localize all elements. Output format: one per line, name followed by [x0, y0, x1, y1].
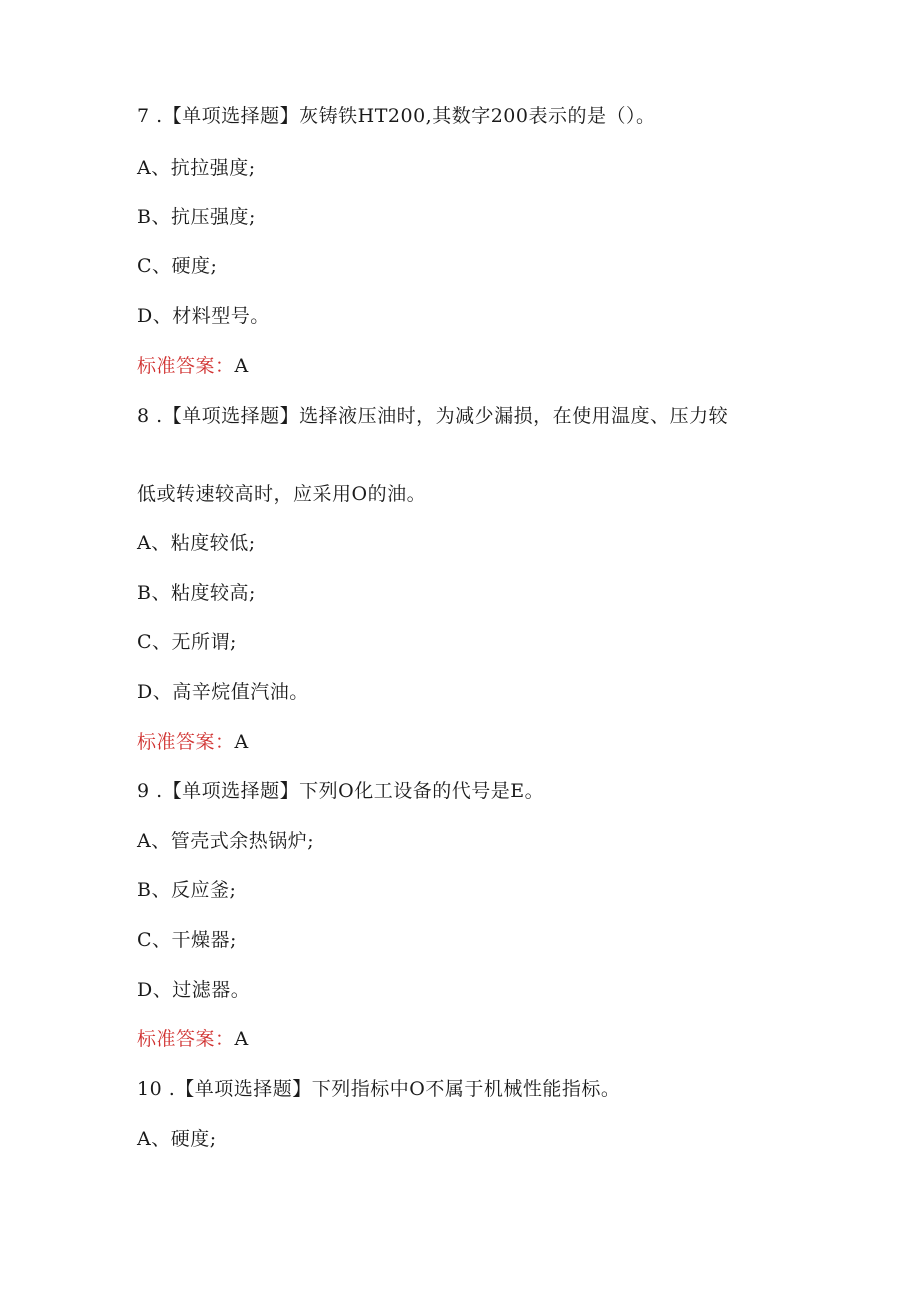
question-8-option-d: D、高辛烷值汽油。	[137, 681, 309, 703]
question-7-stem: 7 .【单项选择题】灰铸铁HT200,其数字200表示的是（）。	[137, 105, 656, 127]
question-8-answer	[137, 729, 249, 755]
answer-value: A	[234, 1028, 249, 1050]
question-9-stem: 9 .【单项选择题】下列O化工设备的代号是E。	[137, 780, 545, 802]
question-7-option-c: C、硬度;	[137, 255, 218, 277]
question-9-option-a: A、管壳式余热锅炉;	[137, 830, 315, 852]
question-7-option-d: D、材料型号。	[137, 305, 270, 327]
question-8-stem: 8 .【单项选择题】选择液压油时，为减少漏损，在使用温度、压力较	[137, 405, 729, 427]
question-8-stem-continued: 低或转速较高时，应采用O的油。	[137, 483, 427, 505]
question-7-option-a: A、抗拉强度;	[137, 157, 256, 179]
answer-value: A	[234, 355, 249, 377]
question-7-option-b: B、抗压强度;	[137, 206, 256, 228]
question-9-answer	[137, 1026, 249, 1052]
answer-label: 标准答案：	[137, 731, 235, 753]
question-9-option-d: D、过滤器。	[137, 979, 251, 1001]
question-10-option-a: A、硬度;	[137, 1128, 217, 1150]
answer-value: A	[234, 731, 249, 753]
question-8-option-c: C、无所谓;	[137, 631, 237, 653]
answer-label: 标准答案：	[137, 1028, 235, 1050]
question-8-option-a: A、粘度较低;	[137, 532, 256, 554]
question-8-option-b: B、粘度较高;	[137, 582, 256, 604]
question-7-answer	[137, 353, 249, 379]
question-10-stem: 10 .【单项选择题】下列指标中O不属于机械性能指标。	[137, 1078, 621, 1100]
question-9-option-c: C、干燥器;	[137, 929, 237, 951]
answer-label: 标准答案：	[137, 355, 235, 377]
question-9-option-b: B、反应釜;	[137, 879, 237, 901]
